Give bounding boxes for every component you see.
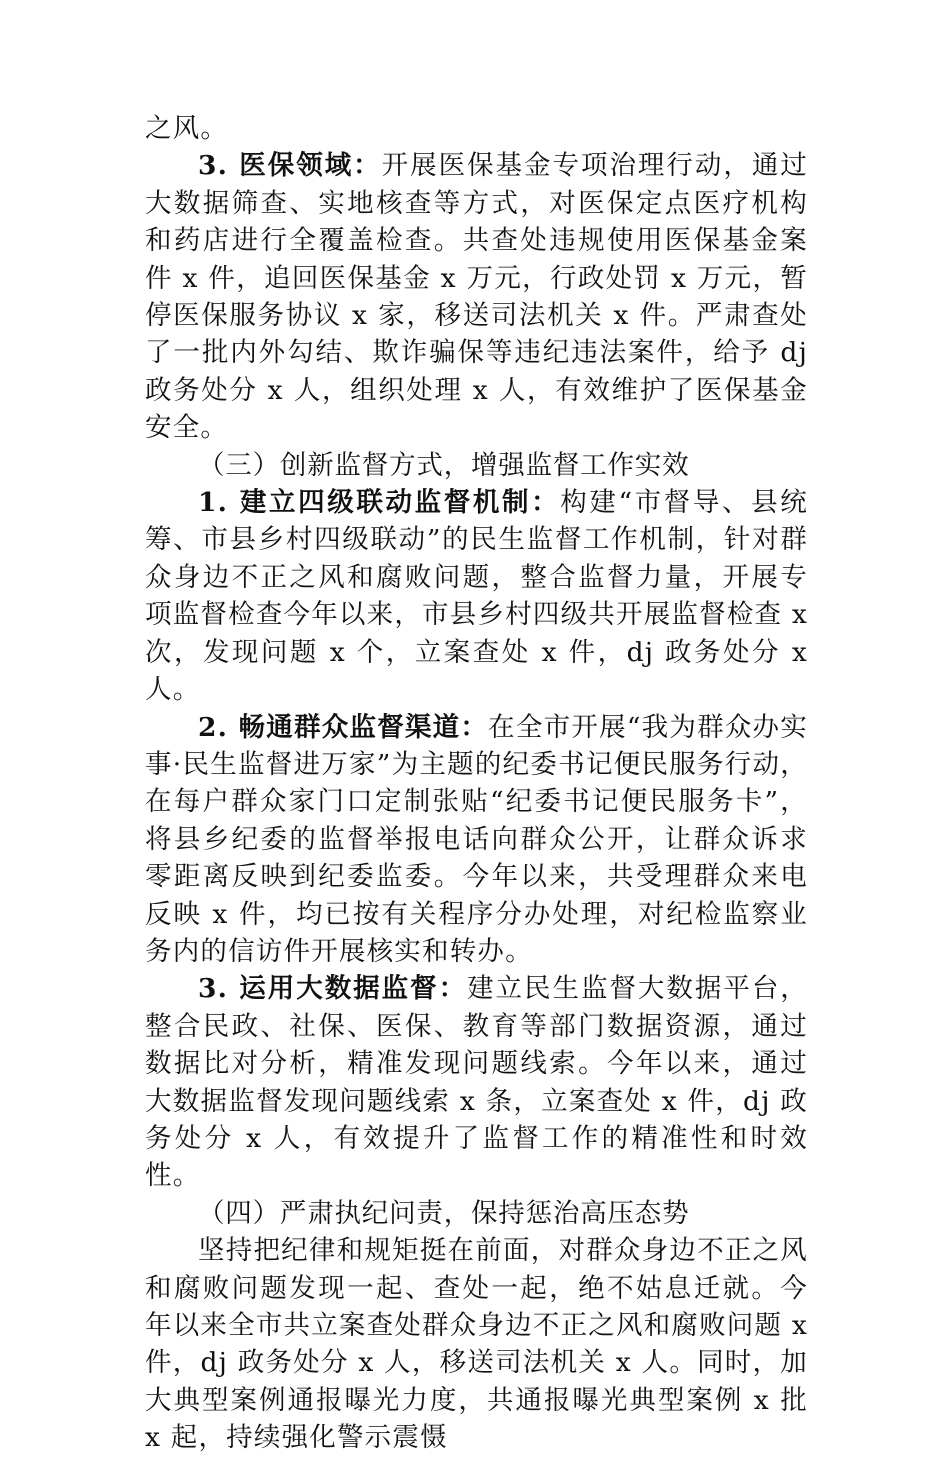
paragraph-big-data <box>145 970 808 1194</box>
document-body <box>145 110 808 1457</box>
paragraph-text: 在全市开展“我为群众办实事·民生监督进万家”为主题的纪委书记便民服务行动，在每户群众家门口定制张贴“纪委书记便民服务卡”，将县乡纪委的监督举报电话向群众公开，让群众诉求零距离反映到纪委监委。今年以来，共受理群众来电反映 x 件，均已按有关程序分办处理，对纪检监察业务内的信访件开展核实和转办。 <box>145 711 808 967</box>
paragraph-four-level-mechanism <box>145 484 808 708</box>
paragraph-lead: 2. 畅通群众监督渠道： <box>198 711 489 743</box>
paragraph-lead: 3. 运用大数据监督： <box>198 973 468 1005</box>
section-heading-4: （四）严肃执纪问责，保持惩治高压态势 <box>198 1197 690 1229</box>
section-heading-3: （三）创新监督方式，增强监督工作实效 <box>198 449 690 481</box>
paragraph-text: 建立民生监督大数据平台，整合民政、社保、医保、教育等部门数据资源，通过数据比对分析，精准发现问题线索。今年以来，通过大数据监督发现问题线索 x 条，立案查处 x 件，dj 政务处分 x 人，有效提升了监督工作的精准性和时效性。 <box>145 973 809 1192</box>
paragraph-text: 之风。 <box>145 113 229 144</box>
paragraph-text: 开展医保基金专项治理行动，通过大数据筛查、实地核查等方式，对医保定点医疗机构和药店进行全覆盖检查。共查处违规使用医保基金案件 x 件，追回医保基金 x 万元，行政处罚 x 万元，暂停医保服务协议 x 家，移送司法机关 x 件。严肃查处了一批内外勾结、欺诈骗保等违纪违法案件，给予 dj 政务处分 x 人，组织处理 x 人，有效维护了医保基金安全。 <box>145 150 808 444</box>
paragraph-public-channel <box>145 709 808 971</box>
paragraph-lead: 1. 建立四级联动监督机制： <box>198 487 561 519</box>
paragraph-discipline <box>145 1232 808 1456</box>
paragraph-continuation <box>145 110 808 147</box>
paragraph-lead: 3. 医保领域： <box>198 150 382 182</box>
paragraph-medical-insurance <box>145 147 808 446</box>
paragraph-text: 坚持把纪律和规矩挺在前面，对群众身边不正之风和腐败问题发现一起、查处一起，绝不姑息迁就。今年以来全市共立案查处群众身边不正之风和腐败问题 x 件，dj 政务处分 x 人，移送司法机关 x 人。同时，加大典型案例通报曝光力度，共通报曝光典型案例 x 批 x 起，持续强化警示震慑 <box>145 1235 808 1454</box>
paragraph-text: 构建“市督导、县统筹、市县乡村四级联动”的民生监督工作机制，针对群众身边不正之风和腐败问题，整合监督力量，开展专项监督检查今年以来，市县乡村四级共开展监督检查 x 次，发现问题 x 个，立案查处 x 件，dj 政务处分 x 人。 <box>145 487 808 706</box>
